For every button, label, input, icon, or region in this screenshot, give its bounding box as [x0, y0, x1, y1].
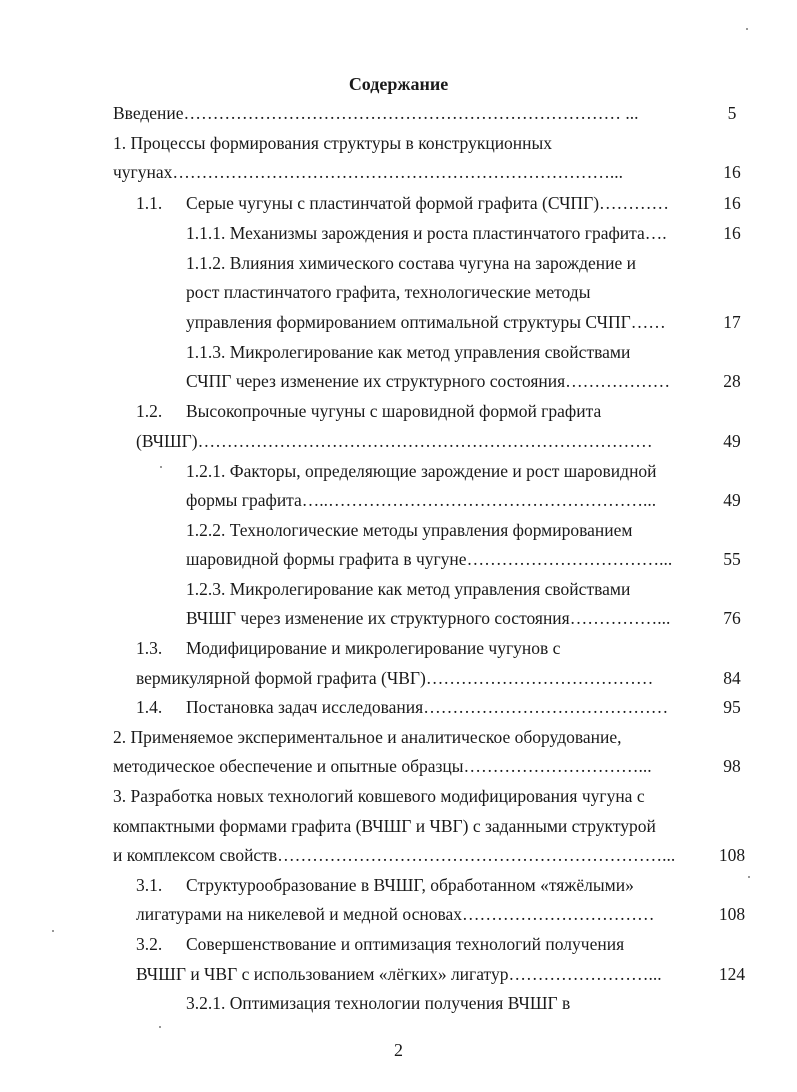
- toc-entry-text: Постановка задач исследования……………………………………: [186, 697, 669, 717]
- toc-page-number: 17: [723, 312, 741, 332]
- toc-entry-number: 1.2.: [136, 401, 163, 421]
- toc-entry-text: рост пластинчатого графита, технологические методы: [186, 282, 591, 302]
- scan-speck: [159, 1026, 161, 1028]
- toc-entry-text: лигатурами на никелевой и медной основах……………………………: [136, 904, 655, 924]
- toc-entry-text: компактными формами графита (ВЧШГ и ЧВГ) с заданными структурой: [113, 816, 656, 836]
- toc-page-number: 124: [718, 964, 746, 984]
- toc-entry-text: чугунах…………………………………………………………………...: [113, 162, 623, 182]
- toc-page-number: 108: [718, 845, 746, 865]
- toc-entry-text: формы графита…..………………………………………………...: [186, 490, 657, 510]
- toc-entry-number: 1.3.: [136, 638, 163, 658]
- toc-entry-text: ВЧШГ и ЧВГ с использованием «лёгких» лигатур……………………...: [136, 964, 662, 984]
- toc-entry-text: и комплексом свойств…………………………………………………………...: [113, 845, 676, 865]
- scan-speck: [160, 466, 162, 468]
- toc-entry-text: Высокопрочные чугуны с шаровидной формой графита: [186, 401, 602, 421]
- footer-page-number: 2: [394, 1040, 403, 1060]
- toc-entry-text: методическое обеспечение и опытные образцы…………………………...: [113, 756, 652, 776]
- toc-entry-text: 1.1.1. Механизмы зарождения и роста пластинчатого графита….: [186, 223, 667, 243]
- toc-page-number: 16: [723, 162, 741, 182]
- toc-page-number: 28: [723, 371, 741, 391]
- toc-page-number: 16: [723, 193, 741, 213]
- toc-entry-text: 1.1.3. Микролегирование как метод управления свойствами: [186, 342, 631, 362]
- toc-entry-text: 3.2.1. Оптимизация технологии получения ВЧШГ в: [186, 993, 571, 1013]
- scan-speck: [52, 930, 54, 932]
- toc-entry-number: 1.4.: [136, 697, 163, 717]
- toc-entry-number: 1.1.: [136, 193, 163, 213]
- toc-entry-text: Модифицирование и микролегирование чугунов с: [186, 638, 561, 658]
- toc-entry-text: Введение………………………………………………………………… ...: [113, 103, 639, 123]
- toc-page-number: 95: [723, 697, 741, 717]
- toc-entry-text: Структурообразование в ВЧШГ, обработанном «тяжёлыми»: [186, 875, 634, 895]
- toc-entry-number: 3.1.: [136, 875, 163, 895]
- toc-entry-text: 1. Процессы формирования структуры в конструкционных: [113, 133, 553, 153]
- toc-entry-number: 3.2.: [136, 934, 163, 954]
- toc-entry-text: шаровидной формы графита в чугуне……………………………...: [186, 549, 673, 569]
- toc-entry-text: 1.1.2. Влияния химического состава чугуна на зарождение и: [186, 253, 637, 273]
- toc-entry-text: (ВЧШГ)……………………………………………………………………: [136, 431, 653, 451]
- toc-page-number: 55: [723, 549, 741, 569]
- toc-page-number: 16: [723, 223, 741, 243]
- toc-entry-text: управления формированием оптимальной структуры СЧПГ……: [186, 312, 666, 332]
- toc-entry-text: 1.2.3. Микролегирование как метод управления свойствами: [186, 579, 631, 599]
- toc-page-number: 98: [723, 756, 741, 776]
- toc-entry-text: 1.2.2. Технологические методы управления формированием: [186, 520, 633, 540]
- toc-entry-text: ВЧШГ через изменение их структурного состояния……………...: [186, 608, 671, 628]
- page-title: Содержание: [348, 74, 449, 94]
- toc-page-number: 5: [727, 103, 737, 123]
- toc-page-number: 76: [723, 608, 741, 628]
- scan-speck: [748, 876, 750, 878]
- toc-entry-text: Совершенствование и оптимизация технологий получения: [186, 934, 625, 954]
- toc-page-number: 49: [723, 490, 741, 510]
- toc-entry-text: 3. Разработка новых технологий ковшевого модифицирования чугуна с: [113, 786, 645, 806]
- toc-entry-text: вермикулярной формой графита (ЧВГ)…………………………………: [136, 668, 654, 688]
- toc-page-number: 49: [723, 431, 741, 451]
- toc-page-number: 84: [723, 668, 741, 688]
- toc-page-number: 108: [718, 904, 746, 924]
- toc-entry-text: СЧПГ через изменение их структурного состояния………………: [186, 371, 671, 391]
- scan-speck: [746, 28, 748, 30]
- toc-entry-text: Серые чугуны с пластинчатой формой графита (СЧПГ)…………: [186, 193, 670, 213]
- toc-entry-text: 1.2.1. Факторы, определяющие зарождение и рост шаровидной: [186, 461, 657, 481]
- toc-entry-text: 2. Применяемое экспериментальное и аналитическое оборудование,: [113, 727, 622, 747]
